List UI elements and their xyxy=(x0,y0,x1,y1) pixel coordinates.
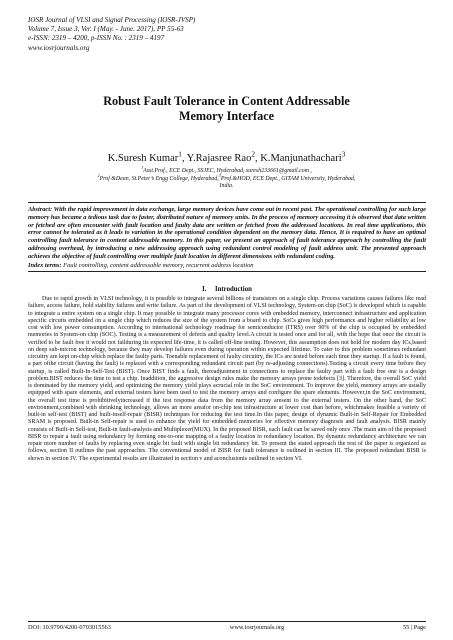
abstract-section xyxy=(28,202,426,272)
footer-doi: DOI: 10.9790/4200-0703015563 xyxy=(28,624,111,631)
affiliation-3-mark: 3 xyxy=(218,172,221,178)
affiliation-line1 xyxy=(30,165,423,176)
journal-website[interactable]: www.iosrjournals.org xyxy=(28,43,90,52)
affiliation-2: Prof &Dean, St.Peter’s Engg College, Hyderabad, xyxy=(99,175,219,182)
section-number: I. xyxy=(202,286,207,293)
affiliation-1-mark: 1 xyxy=(141,165,144,171)
journal-volume: Volume 7, Issue 3, Ver. I (May. - June. 2017), PP 55-63 xyxy=(28,25,184,34)
footer-website[interactable]: www.iosrjournals.org xyxy=(229,624,285,631)
author-3: , K.Manjunathachari xyxy=(255,153,342,164)
index-terms-text: Fault controlling, content addressable memory, recurrent address location xyxy=(61,261,254,269)
paper-title xyxy=(40,94,413,124)
author-1-mark: 1 xyxy=(178,149,182,159)
introduction-body xyxy=(28,296,426,463)
author-list xyxy=(30,149,423,165)
abstract-paragraph xyxy=(28,206,426,261)
footer-page-number: 55 | Page xyxy=(403,624,426,631)
affiliation-line3: India. xyxy=(219,183,234,190)
affiliations xyxy=(30,165,423,191)
affiliation-line2 xyxy=(30,172,423,184)
journal-header xyxy=(28,16,195,53)
paper-title-line2: Memory Interface xyxy=(178,109,275,123)
author-1: K.Suresh Kumar xyxy=(107,153,179,164)
abstract-text: With the rapid improvement in data exchange, large memory devices have come out in recent past. The operational controlling for such large memory has became a tedious task due to faster, distributed nature of memory units. In the process of memory accessing it is observed that data written or fetched are often encounter with fault location and faulty data are written or fetched from the addressed locations. In real time applications, this error cannot be tolerated as it leads to variation in the operational condition dependent on the memory data. Hence, It is required to have an optimal controlling fault tolerance in content addressable memory. In this paper, we present an approach of fault tolerance approach by controlling the fault addressing overhead, by introducing a new addressing approach using redundant control modeling of fault address unit. The presented approach achieves the objective of fault controlling over multiple fault location in different dimensions with redundant coding. xyxy=(28,206,426,260)
author-2-mark: 2 xyxy=(251,149,256,159)
journal-name: IOSR Journal of VLSI and Signal Processing (IOSR-JVSP) xyxy=(28,16,196,24)
introduction-paragraph: Due to rapid growth in VLSI technology, it is possible to integrate several billions of transistors on a single chip. Process variations causes failures like read failure, access failure, hold stability failures and write failure. As part of the development of VLSI technology, System-on chip (SoC) is developed which is capable to integrate a entire system on a single chip. It may possible to integrate many processor cores with embedded memory, interconnect infrastructure and application specific circuits embedded on a single chip which reduces the size of the system from a board to chip. SoCs gives high performance and higher reliability at low cost with low power consumption. According to international technology roadmap for semiconductor (ITRS) over 90% of the chip is occupied by embedded memories in System-on chip (SOC). Testing is a measurement of defects and quality level.A circuit is tested once and for all, with the hope that once the circuit is verified to be fault free it would not failduring its expected life-time, it is called off-line testing. However, this assumption does not hold for modern day ICs,based on deep sub-micron technology, because they may develop failures even during operation within expected lifetime. To cater to this problem sometimes redundant circuitry are kept on-chip which replace the faulty parts. Toenable replacement of faulty circuitry, the ICs are tested before each time they startup. If a fault is found, a part ofthe circuit (having the fault) is replaced with a corresponding redundant circuit part (by re-adjusting connections).Testing a circuit every time before they startup, is called Built-In-Self-Test (BIST). Once BIST finds a fault, thereadjustment in connections to replace the faulty part with a fault free one is a design problem.BIST reduces the time to test a chip. Inaddition, the aggressive design rules make the memory arrays prone todefects [3]. Therefore, the overall SoC yield is dominated by the memory yield, and optimizing the memory yield plays acrucial role in the SoC environment. To improve the yield, memory arrays are usually equipped with spare elements, and external testers have been used to test the memory arrays and configure the spare elements. However,in the SoC environment, the overall test time is prohibitivelyincreased if the test response data from the memory array aresent to the external testers. On the other hand, the SoC environment,combined with shrinking technology, allows an more areafor on-chip test infrastructure at lower cost than before, whichmakes feasible a variety of built-in self-test (BIST) and built-inself-repair (BISR) techniques for reducing the test time.In this paper, design of dynamic Built-in Self-Repair for Embedded SRAM is proposed. Built-in Self-repair is used to enhance the yield for embedded memories for effective memory diagnosis and fault analysis. BISR mainly consists of Built-in Self-test, Built-in fault-analysis and Multiplexer(MUX). In the proposed BISR, each fault can be saved only once .The main aim of the proposed BISR to repair a fault using redundancy by forming one-to-one mapping of a faulty location to redundancy location. By dynamic redundancy architecture we can repair more number of faults by replacing even single bit fault with single bit redundancy bit. To present the stated approach the rest of the paper is organized as follows, section II outlines the past approaches. The conventional model of BISR for fault tolerance is outlined in section III. The proposed redundant BISR is shown in section IV. The experimental results are illustrated in section v and aconclusionis outlined in section VI. xyxy=(28,296,426,462)
section-title: Introduction xyxy=(214,286,252,293)
affiliation-2-mark: 2 xyxy=(97,172,100,178)
journal-issn: e-ISSN: 2319 – 4200, p-ISSN No. : 2319 – 4197 xyxy=(28,34,165,43)
paper-title-line1: Robust Fault Tolerance in Content Addressable xyxy=(103,94,350,108)
section-heading xyxy=(28,286,426,293)
affiliation-3: Prof.&HOD, ECE Dept., GITAM University, Hyderabad, xyxy=(220,175,356,182)
abstract-label: Abstract: xyxy=(28,206,53,213)
index-terms-label: Index terms: xyxy=(28,261,62,269)
page-footer xyxy=(28,621,426,631)
author-2: , Y.Rajasree Rao xyxy=(181,153,252,164)
index-terms xyxy=(28,262,426,270)
affiliation-1: Asst.Prof., ECE Dept., SSJEC, Hyderabad, suresh233661@gmail.com , xyxy=(143,168,312,174)
author-3-mark: 3 xyxy=(341,149,346,159)
